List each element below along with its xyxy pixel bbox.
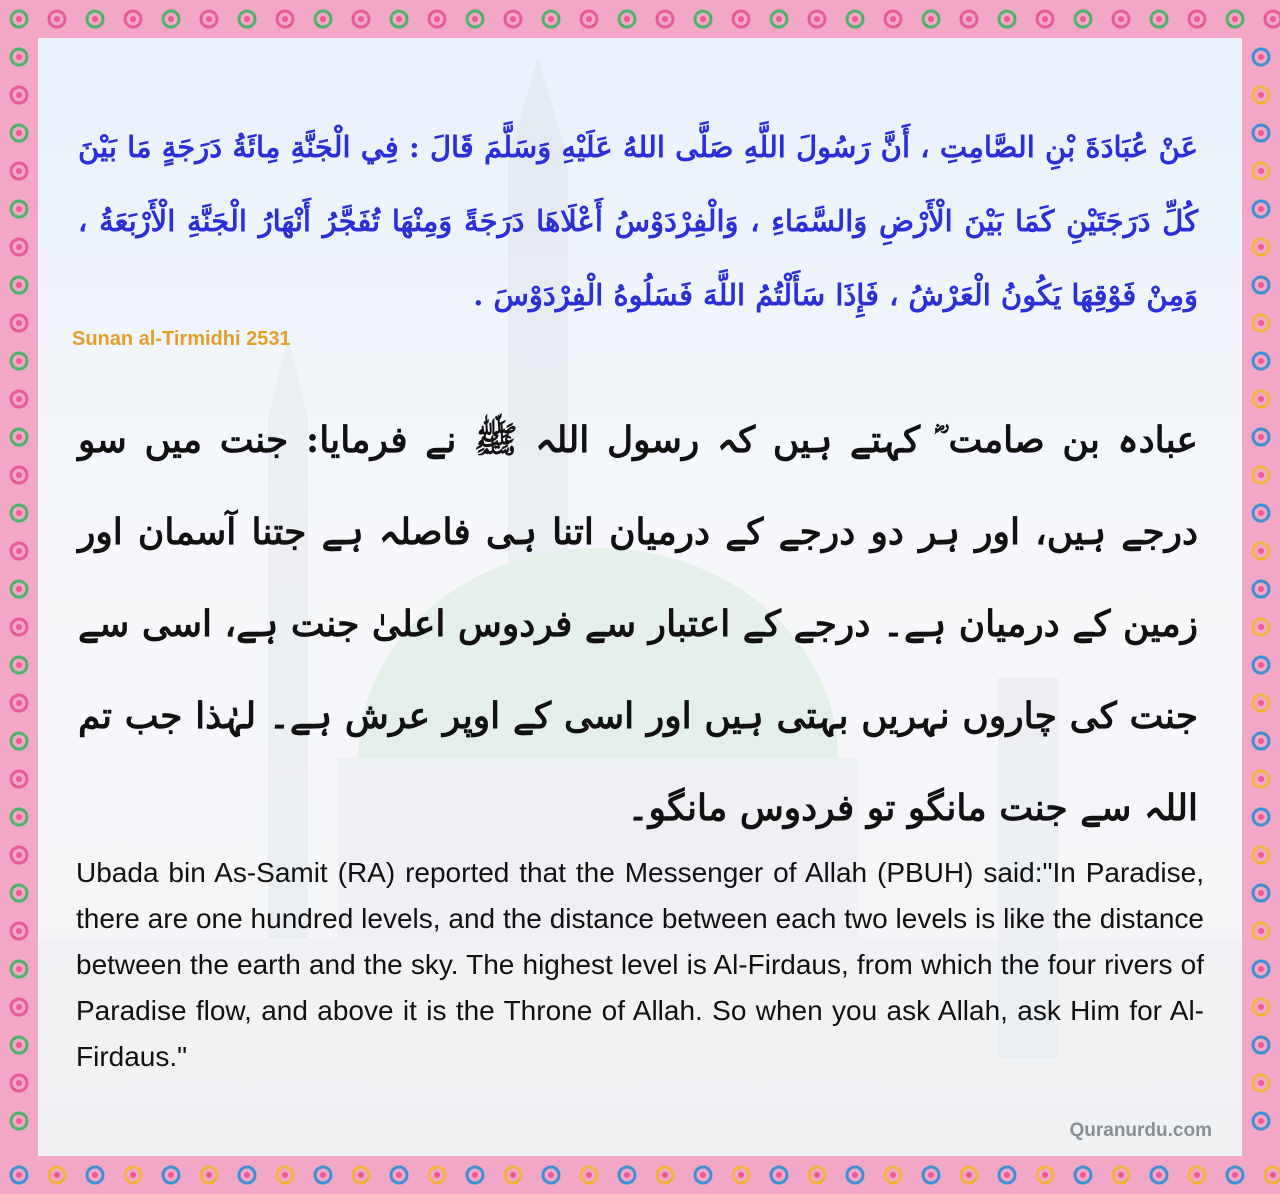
site-watermark: Quranurdu.com xyxy=(1069,1120,1212,1141)
content-panel xyxy=(38,38,1242,1156)
arabic-hadith-text: عَنْ عُبَادَةَ بْنِ الصَّامِتِ ، أَنَّ رَسُولَ اللَّهِ صَلَّى اللهُ عَلَيْهِ وَسَلَّمَ قَالَ : فِي الْجَنَّةِ مِائَةُ دَرَجَةٍ مَا بَيْنَ كُلِّ دَرَجَتَيْنِ كَمَا بَيْنَ الْأَرْضِ وَالسَّمَاءِ ، وَالْفِرْدَوْسُ أَعْلَاهَا دَرَجَةً وَمِنْهَا تُفَجَّرُ أَنْهَارُ الْجَنَّةِ الْأَرْبَعَةُ ، وَمِنْ فَوْقِهَا يَكُونُ الْعَرْشُ ، فَإِذَا سَأَلْتُمُ اللَّهَ فَسَلُوهُ الْفِرْدَوْسَ . xyxy=(78,130,1198,312)
english-translation-text: Ubada bin As-Samit (RA) reported that the Messenger of Allah (PBUH) said:"In Paradise, there are one hundred levels, and the distance between each two levels is like the distance between the earth and the sky. The highest level is Al-Firdaus, from which the four rivers of Paradise flow, and above it is the Throne of Allah. So when you ask Allah, ask Him for Al-Firdaus." xyxy=(76,857,1204,1072)
hadith-source-reference: Sunan al-Tirmidhi 2531 xyxy=(72,328,291,350)
urdu-translation-text: عبادہ بن صامت ؓ کہتے ہیں کہ رسول اللہ ﷺ نے فرمایا: جنت میں سو درجے ہیں، اور ہر دو درجے کے درمیان اتنا ہی فاصلہ ہے جتنا آسمان اور زمین کے درمیان ہے۔ درجے کے اعتبار سے فردوس اعلیٰ جنت ہے، اسی سے جنت کی چاروں نہریں بہتی ہیں اور اسی کے اوپر عرش ہے۔ لہٰذا جب تم اللہ سے جنت مانگو تو فردوس مانگو۔ xyxy=(78,419,1198,829)
